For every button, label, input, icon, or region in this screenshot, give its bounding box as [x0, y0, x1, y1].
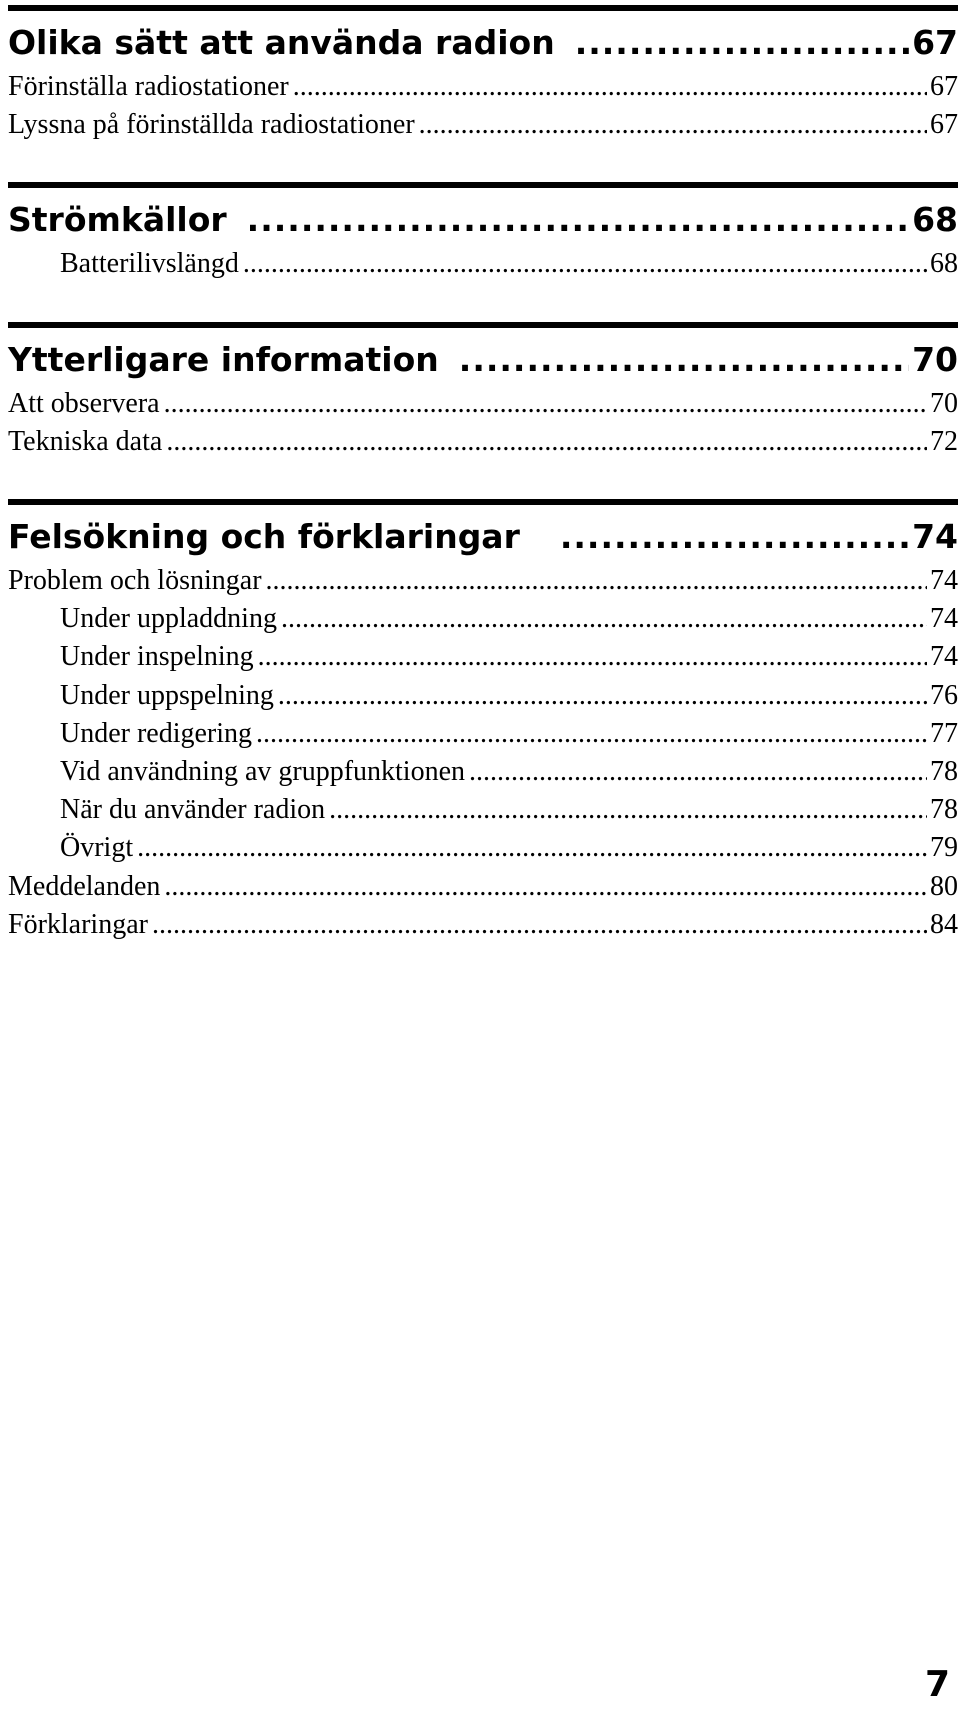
toc-entry[interactable]	[8, 385, 958, 423]
entry-label: När du använder radion	[60, 794, 326, 826]
dot-leader	[164, 868, 927, 906]
dot-leader	[278, 677, 927, 715]
section-page-number: 68	[912, 200, 958, 240]
entry-page-number: 77	[930, 717, 958, 749]
toc-section-heading[interactable]	[8, 337, 958, 383]
table-of-contents	[8, 0, 958, 982]
toc-entry[interactable]	[8, 906, 958, 944]
entry-label: Under inspelning	[60, 641, 254, 673]
section-title: Ytterligare information	[8, 339, 439, 379]
dot-leader	[293, 68, 927, 106]
dot-leader	[256, 715, 927, 753]
entry-page-number: 76	[930, 679, 958, 711]
toc-entry[interactable]	[8, 68, 958, 106]
entry-page-number: 70	[930, 387, 958, 419]
dot-leader	[137, 829, 927, 867]
entry-label: Förinställa radiostationer	[8, 71, 289, 102]
section-title: Felsökning och förklaringar	[8, 517, 520, 557]
entry-label: Vid användning av gruppfunktionen	[60, 756, 466, 788]
section-page-number: 70	[912, 339, 958, 379]
toc-section	[8, 5, 958, 144]
dot-leader	[459, 337, 909, 383]
dot-leader	[560, 514, 909, 560]
section-page-number: 74	[912, 517, 958, 557]
entry-page-number: 72	[930, 425, 958, 457]
entry-page-number: 78	[930, 794, 958, 826]
entry-page-number: 79	[930, 832, 958, 864]
toc-entry[interactable]	[8, 753, 958, 791]
dot-leader	[266, 562, 927, 600]
section-page-number: 67	[912, 23, 958, 62]
toc-section-heading[interactable]	[8, 514, 958, 560]
toc-entry[interactable]	[8, 245, 958, 283]
entry-page-number: 74	[930, 565, 958, 597]
entry-page-number: 80	[930, 870, 958, 902]
toc-entry[interactable]	[8, 562, 958, 600]
entry-page-number: 68	[930, 248, 958, 280]
toc-entry[interactable]	[8, 423, 958, 461]
dot-leader	[166, 423, 927, 461]
entry-page-number: 67	[930, 109, 958, 141]
entry-label: Övrigt	[60, 832, 134, 864]
entry-label: Under redigering	[60, 717, 253, 749]
entry-page-number: 84	[930, 908, 958, 940]
dot-leader	[258, 638, 927, 676]
entry-label: Lyssna på förinställda radiostationer	[8, 109, 415, 141]
entry-label: Under uppladdning	[60, 603, 277, 635]
dot-leader	[329, 791, 927, 829]
toc-section-heading[interactable]	[8, 197, 958, 243]
toc-entry[interactable]	[8, 829, 958, 867]
page-number: 7	[924, 1664, 950, 1705]
entry-label: Under uppspelning	[60, 679, 274, 711]
dot-leader	[281, 600, 927, 638]
dot-leader	[243, 245, 927, 283]
entry-page-number: 74	[930, 641, 958, 673]
entry-label: Tekniska data	[8, 425, 163, 457]
toc-entry[interactable]	[8, 106, 958, 144]
entry-page-number: 74	[930, 603, 958, 635]
toc-entry[interactable]	[8, 715, 958, 753]
entry-label: Meddelanden	[8, 870, 161, 902]
entry-label: Problem och lösningar	[8, 565, 262, 597]
dot-leader	[469, 753, 927, 791]
entry-page-number: 78	[930, 756, 958, 788]
dot-leader	[419, 106, 927, 144]
entry-label: Batterilivslängd	[60, 248, 239, 280]
toc-entry[interactable]	[8, 677, 958, 715]
toc-section	[8, 182, 958, 283]
dot-leader	[575, 20, 909, 66]
dot-leader	[152, 906, 927, 944]
dot-leader	[247, 197, 909, 243]
toc-entry[interactable]	[8, 791, 958, 829]
toc-section	[8, 499, 958, 944]
section-title: Strömkällor	[8, 200, 227, 240]
entry-label: Att observera	[8, 387, 160, 419]
toc-section	[8, 322, 958, 461]
dot-leader	[164, 385, 927, 423]
entry-page-number: 67	[930, 71, 958, 102]
entry-label: Förklaringar	[8, 908, 148, 940]
toc-entry[interactable]	[8, 600, 958, 638]
section-title: Olika sätt att använda radion	[8, 23, 555, 62]
toc-entry[interactable]	[8, 638, 958, 676]
toc-entry[interactable]	[8, 868, 958, 906]
toc-section-heading[interactable]	[8, 20, 958, 66]
